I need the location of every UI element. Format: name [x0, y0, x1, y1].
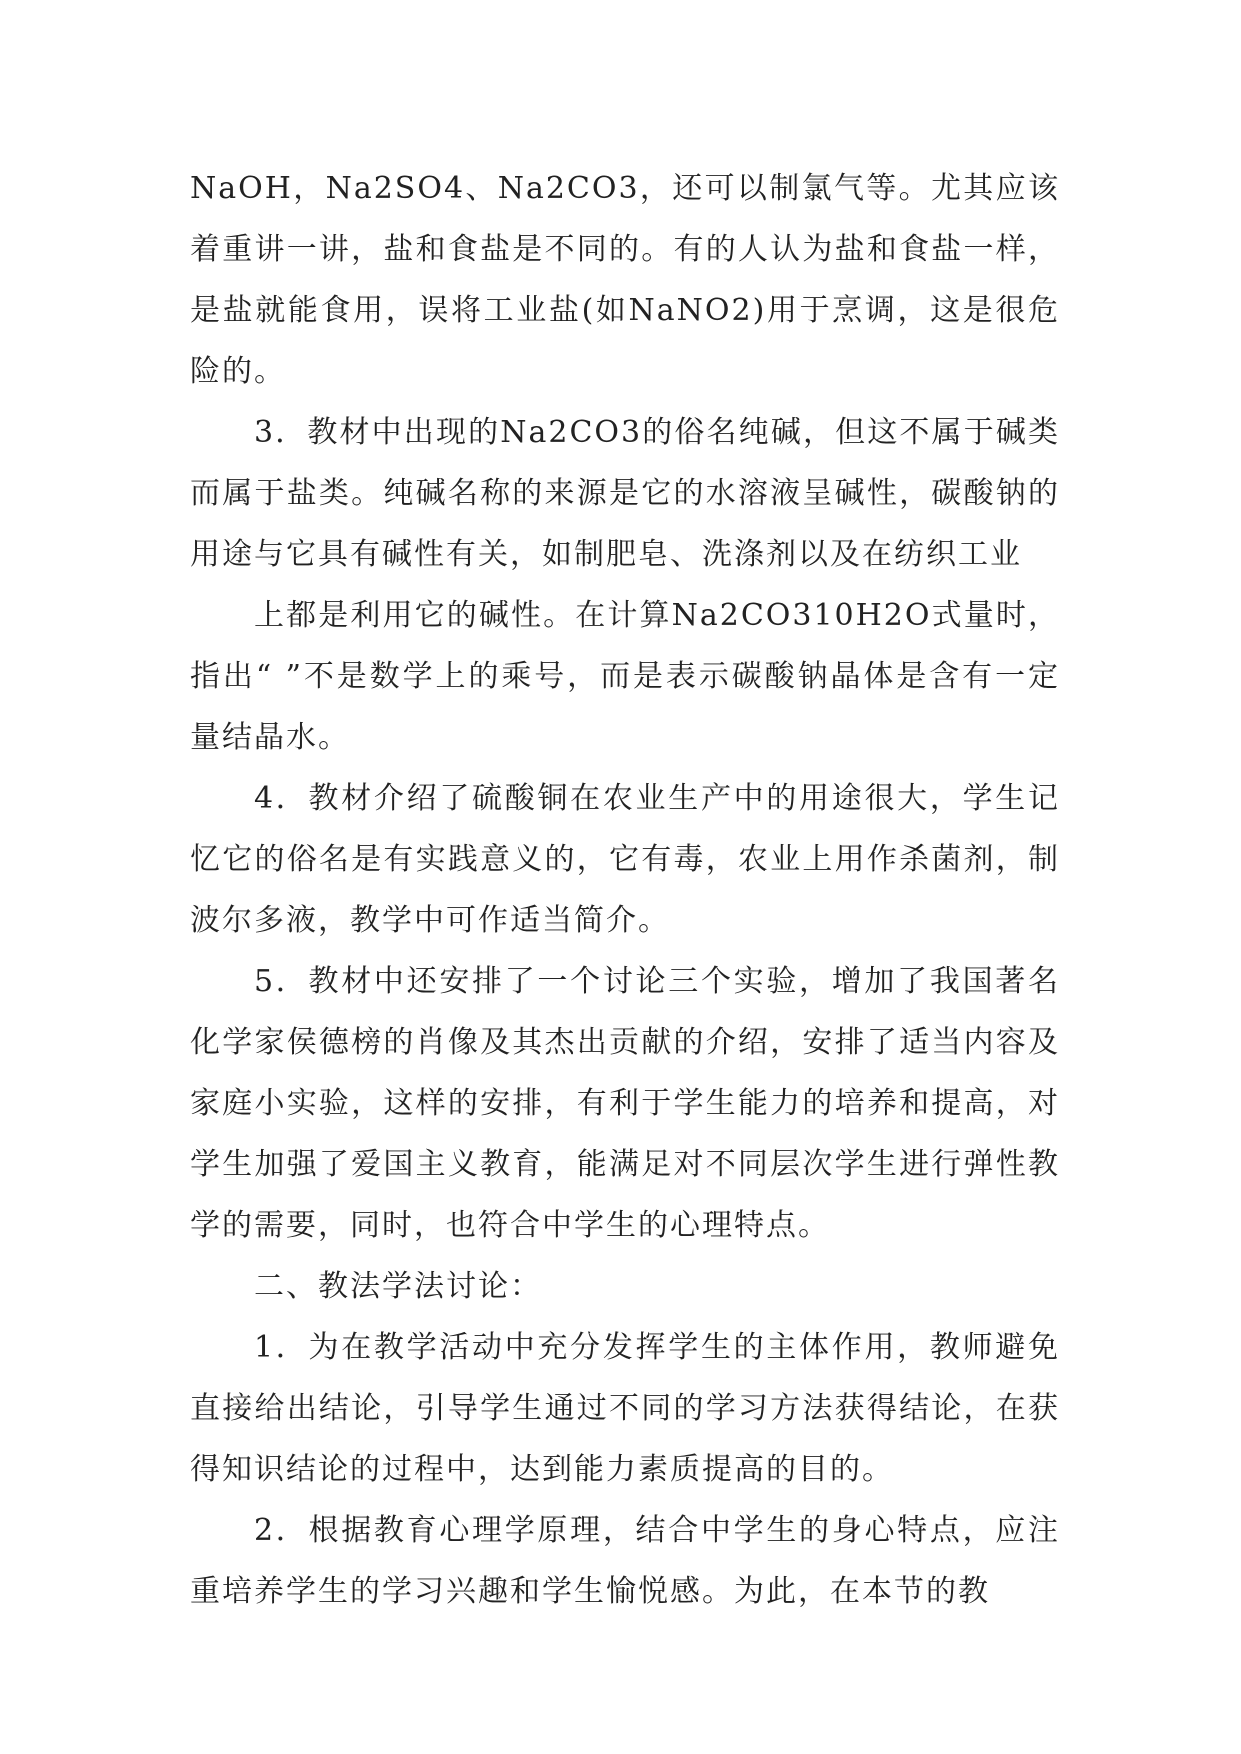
paragraph-2: 3．教材中出现的Na2CO3的俗名纯碱，但这不属于碱类而属于盐类。纯碱名称的来源是它的水溶液呈碱性，碳酸钠的用途与它具有碱性有关，如制肥皂、洗涤剂以及在纺织工业 [190, 415, 1060, 572]
paragraph-5: 5．教材中还安排了一个讨论三个实验，增加了我国著名化学家侯德榜的肖像及其杰出贡献的介绍，安排了适当内容及家庭小实验，这样的安排，有利于学生能力的培养和提高，对学生加强了爱国主义教育，能满足对不同层次学生进行弹性教学的需要，同时，也符合中学生的心理特点。 [190, 964, 1060, 1243]
paragraph-4: 4．教材介绍了硫酸铜在农业生产中的用途很大，学生记忆它的俗名是有实践意义的，它有毒，农业上用作杀菌剂，制波尔多液，教学中可作适当简介。 [190, 781, 1060, 938]
paragraph-3: 上都是利用它的碱性。在计算Na2CO310H2O式量时，指出“ ”不是数学上的乘号，而是表示碳酸钠晶体是含有一定量结晶水。 [190, 598, 1060, 755]
section-heading-teaching-methods: 二、教法学法讨论： [254, 1269, 542, 1304]
body-text [190, 158, 1060, 1622]
paragraph-1: NaOH，Na2SO4、Na2CO3，还可以制氯气等。尤其应该着重讲一讲，盐和食盐是不同的。有的人认为盐和食盐一样，是盐就能食用，误将工业盐(如NaNO2)用于烹调，这是很危险的。 [190, 171, 1060, 389]
paragraph-7: 1．为在教学活动中充分发挥学生的主体作用，教师避免直接给出结论，引导学生通过不同的学习方法获得结论，在获得知识结论的过程中，达到能力素质提高的目的。 [190, 1330, 1060, 1487]
paragraph-8: 2．根据教育心理学原理，结合中学生的身心特点，应注重培养学生的学习兴趣和学生愉悦感。为此，在本节的教 [190, 1513, 1060, 1609]
